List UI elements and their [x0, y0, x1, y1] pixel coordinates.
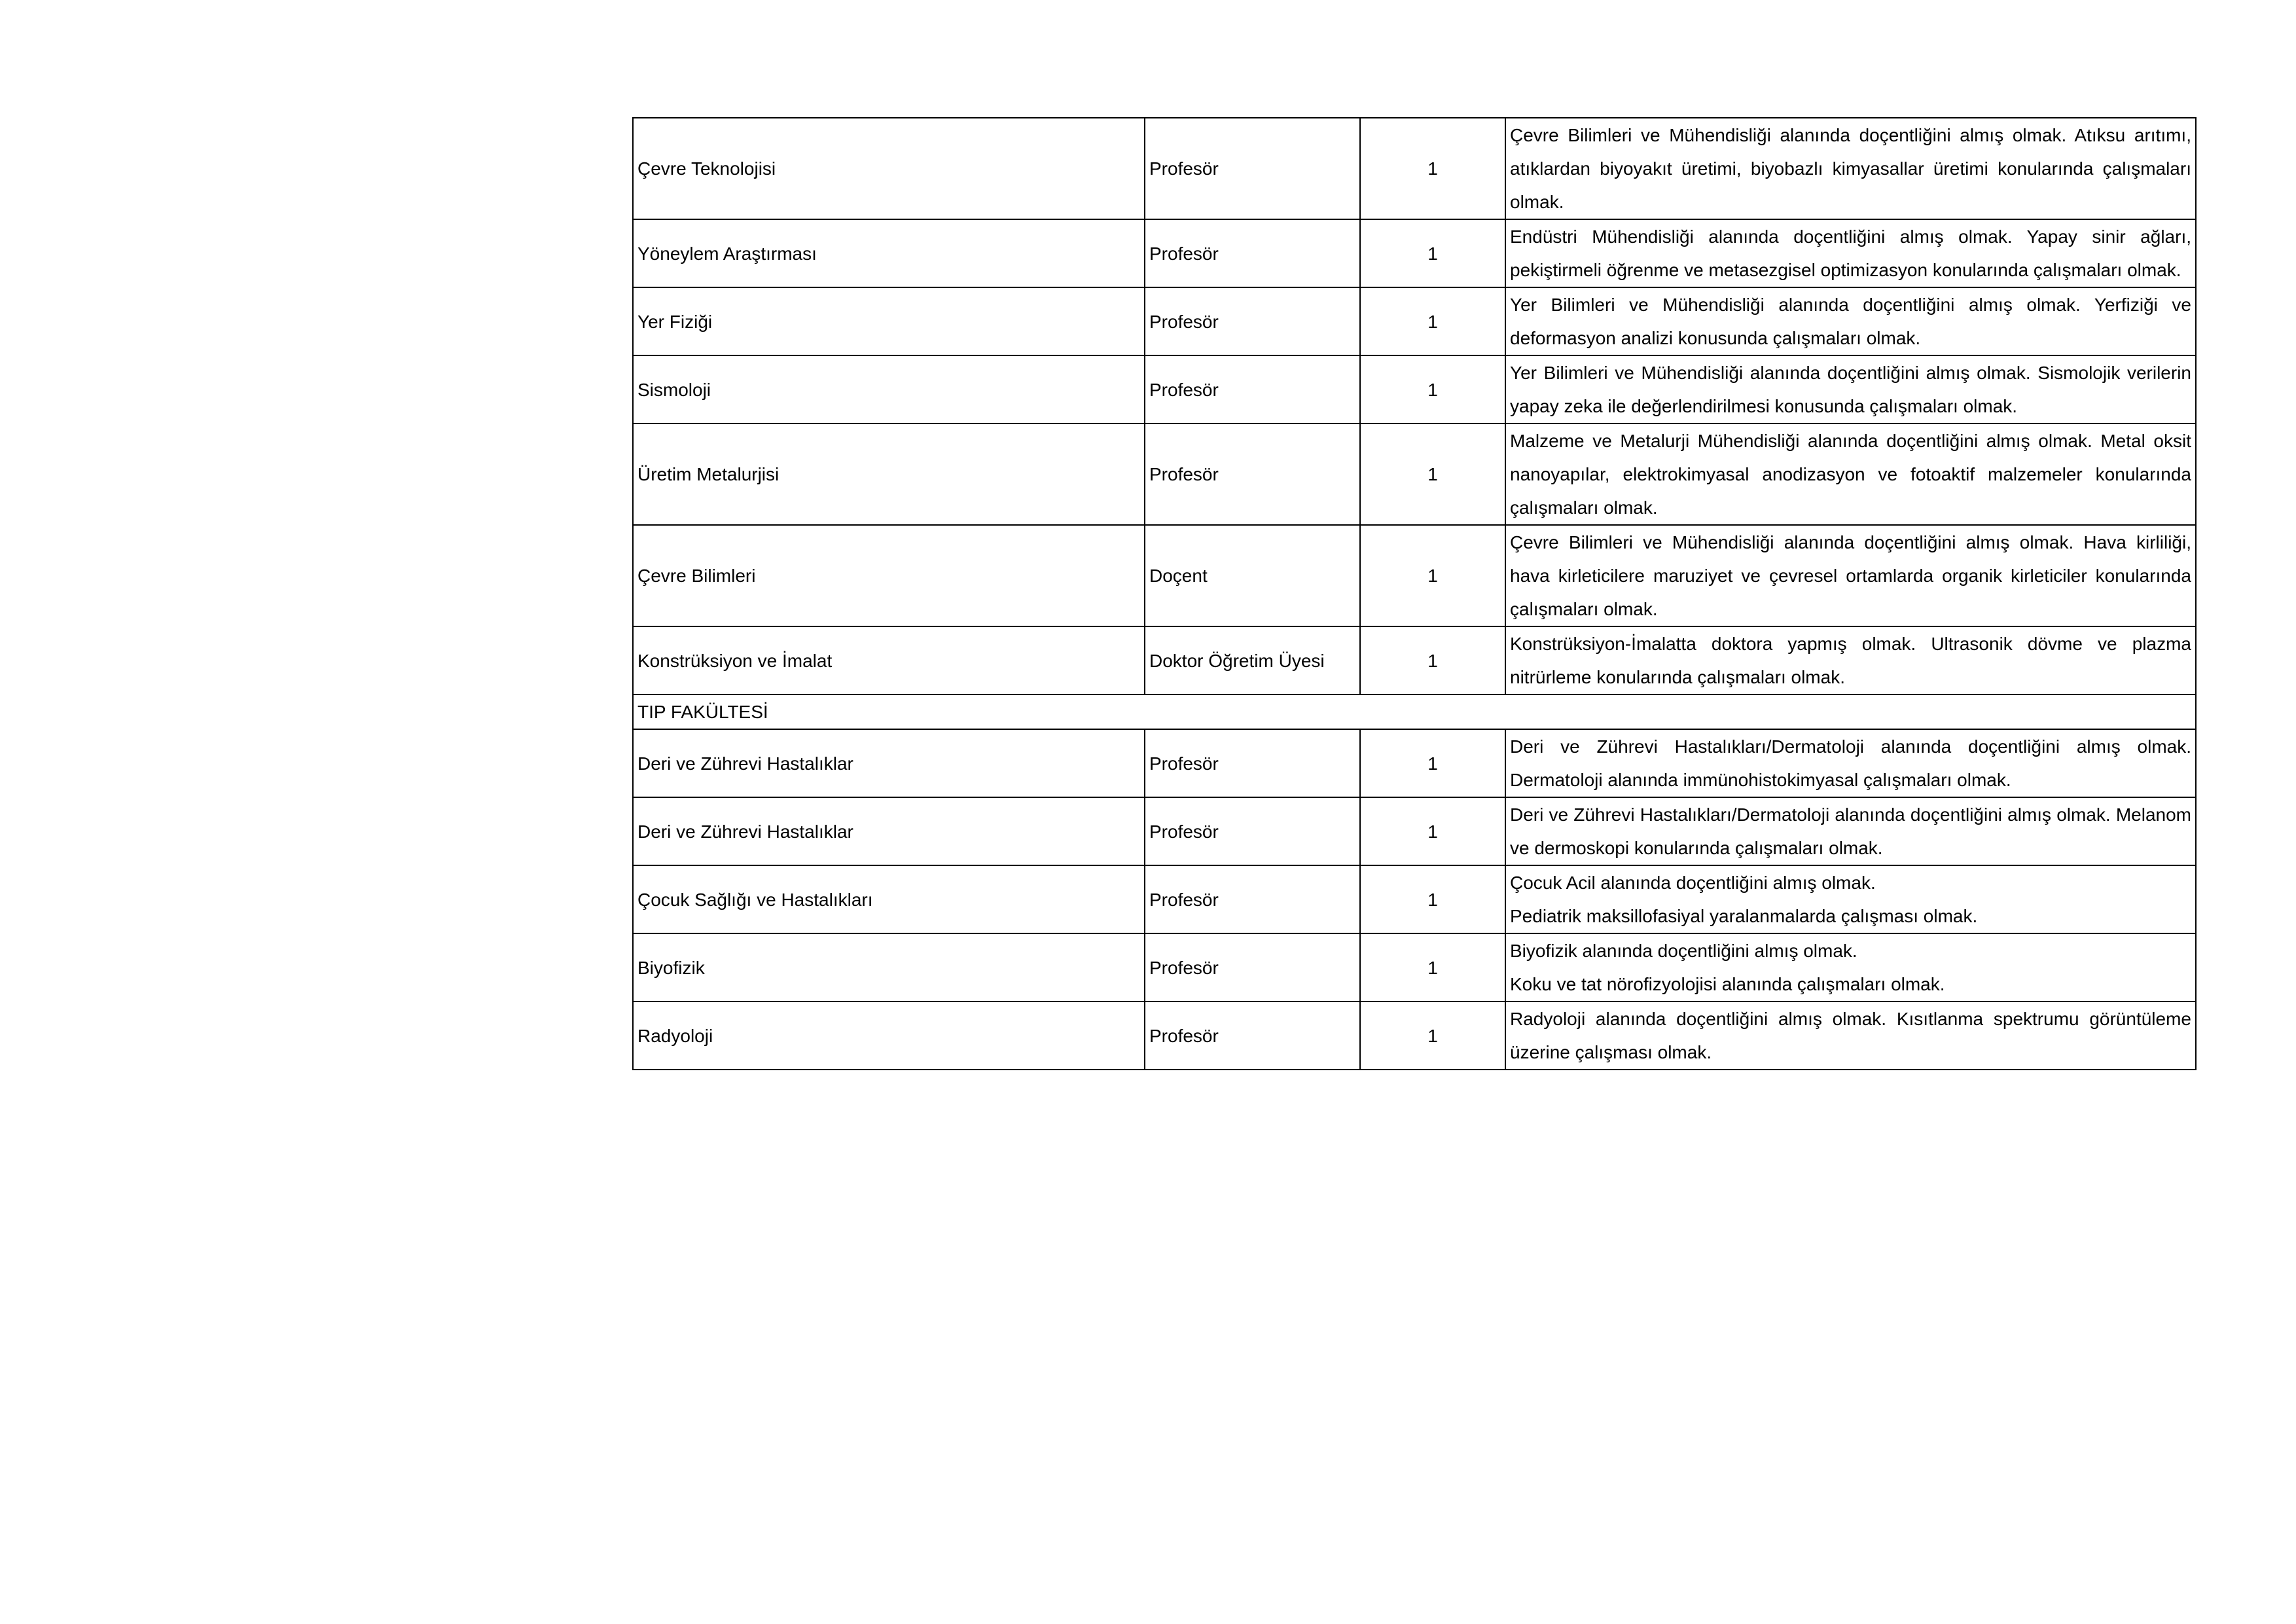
department-cell: Biyofizik [633, 933, 1145, 1001]
requirement-line: Çocuk Acil alanında doçentliğini almış olmak. [1510, 873, 1876, 893]
department-cell: Radyoloji [633, 1001, 1145, 1070]
requirements-cell: Yer Bilimleri ve Mühendisliği alanında doçentliğini almış olmak. Yerfiziği ve deformasyon analizi konusunda çalışmaları olmak. [1505, 287, 2196, 355]
requirements-cell: Deri ve Zührevi Hastalıkları/Dermatoloji alanında doçentliğini almış olmak. Dermatoloji alanında immünohistokimyasal çalışmaları olmak. [1505, 729, 2196, 797]
department-cell: Üretim Metalurjisi [633, 424, 1145, 525]
count-cell: 1 [1360, 287, 1505, 355]
title-cell: Profesör [1145, 865, 1360, 933]
requirements-cell: Malzeme ve Metalurji Mühendisliği alanında doçentliğini almış olmak. Metal oksit nanoyapılar, elektrokimyasal anodizasyon ve fotoaktif malzemeler konularında çalışmaları olmak. [1505, 424, 2196, 525]
requirement-line: Koku ve tat nörofizyolojisi alanında çalışmaları olmak. [1510, 974, 1945, 994]
requirements-cell: Radyoloji alanında doçentliğini almış olmak. Kısıtlanma spektrumu görüntüleme üzerine çalışması olmak. [1505, 1001, 2196, 1070]
count-cell: 1 [1360, 118, 1505, 219]
count-cell: 1 [1360, 355, 1505, 424]
table-row [633, 525, 2196, 626]
title-cell: Profesör [1145, 287, 1360, 355]
count-cell: 1 [1360, 525, 1505, 626]
title-cell: Profesör [1145, 933, 1360, 1001]
table-row [633, 729, 2196, 797]
requirements-cell: Yer Bilimleri ve Mühendisliği alanında doçentliğini almış olmak. Sismolojik verilerin yapay zeka ile değerlendirilmesi konusunda çalışmaları olmak. [1505, 355, 2196, 424]
title-cell: Profesör [1145, 424, 1360, 525]
requirement-line: Pediatrik maksillofasiyal yaralanmalarda çalışması olmak. [1510, 906, 1978, 926]
requirements-cell: Çevre Bilimleri ve Mühendisliği alanında doçentliğini almış olmak. Hava kirliliği, hava kirleticilere maruziyet ve çevresel ortamlarda organik kirleticiler konularında çalışmaları olmak. [1505, 525, 2196, 626]
department-cell: Yer Fiziği [633, 287, 1145, 355]
table-row [633, 933, 2196, 1001]
department-cell: Çevre Teknolojisi [633, 118, 1145, 219]
table-row [633, 626, 2196, 695]
table-row [633, 287, 2196, 355]
title-cell: Profesör [1145, 729, 1360, 797]
requirements-cell: Endüstri Mühendisliği alanında doçentliğini almış olmak. Yapay sinir ağları, pekiştirmeli öğrenme ve metasezgisel optimizasyon konularında çalışmaları olmak. [1505, 219, 2196, 287]
requirements-cell [1505, 933, 2196, 1001]
table-row [633, 424, 2196, 525]
requirements-cell: Deri ve Zührevi Hastalıkları/Dermatoloji alanında doçentliğini almış olmak. Melanom ve dermoskopi konularında çalışmaları olmak. [1505, 797, 2196, 865]
department-cell: Çocuk Sağlığı ve Hastalıkları [633, 865, 1145, 933]
section-row [633, 695, 2196, 729]
count-cell: 1 [1360, 933, 1505, 1001]
section-title: TIP FAKÜLTESİ [633, 695, 2196, 729]
title-cell: Doktor Öğretim Üyesi [1145, 626, 1360, 695]
requirements-cell: Konstrüksiyon-İmalatta doktora yapmış olmak. Ultrasonik dövme ve plazma nitrürleme konularında çalışmaları olmak. [1505, 626, 2196, 695]
count-cell: 1 [1360, 424, 1505, 525]
department-cell: Deri ve Zührevi Hastalıklar [633, 729, 1145, 797]
title-cell: Profesör [1145, 219, 1360, 287]
title-cell: Doçent [1145, 525, 1360, 626]
title-cell: Profesör [1145, 118, 1360, 219]
department-cell: Yöneylem Araştırması [633, 219, 1145, 287]
department-cell: Çevre Bilimleri [633, 525, 1145, 626]
count-cell: 1 [1360, 865, 1505, 933]
count-cell: 1 [1360, 626, 1505, 695]
title-cell: Profesör [1145, 355, 1360, 424]
table-row [633, 865, 2196, 933]
table-row [633, 797, 2196, 865]
department-cell: Konstrüksiyon ve İmalat [633, 626, 1145, 695]
count-cell: 1 [1360, 797, 1505, 865]
department-cell: Sismoloji [633, 355, 1145, 424]
table-row [633, 219, 2196, 287]
faculty-positions-table [632, 117, 2197, 1070]
department-cell: Deri ve Zührevi Hastalıklar [633, 797, 1145, 865]
title-cell: Profesör [1145, 797, 1360, 865]
table-row [633, 1001, 2196, 1070]
count-cell: 1 [1360, 729, 1505, 797]
table-row [633, 355, 2196, 424]
table-row [633, 118, 2196, 219]
requirement-line: Biyofizik alanında doçentliğini almış olmak. [1510, 941, 1857, 961]
title-cell: Profesör [1145, 1001, 1360, 1070]
requirements-cell: Çevre Bilimleri ve Mühendisliği alanında doçentliğini almış olmak. Atıksu arıtımı, atıklardan biyoyakıt üretimi, biyobazlı kimyasallar üretimi konularında çalışmaları olmak. [1505, 118, 2196, 219]
count-cell: 1 [1360, 1001, 1505, 1070]
count-cell: 1 [1360, 219, 1505, 287]
requirements-cell [1505, 865, 2196, 933]
